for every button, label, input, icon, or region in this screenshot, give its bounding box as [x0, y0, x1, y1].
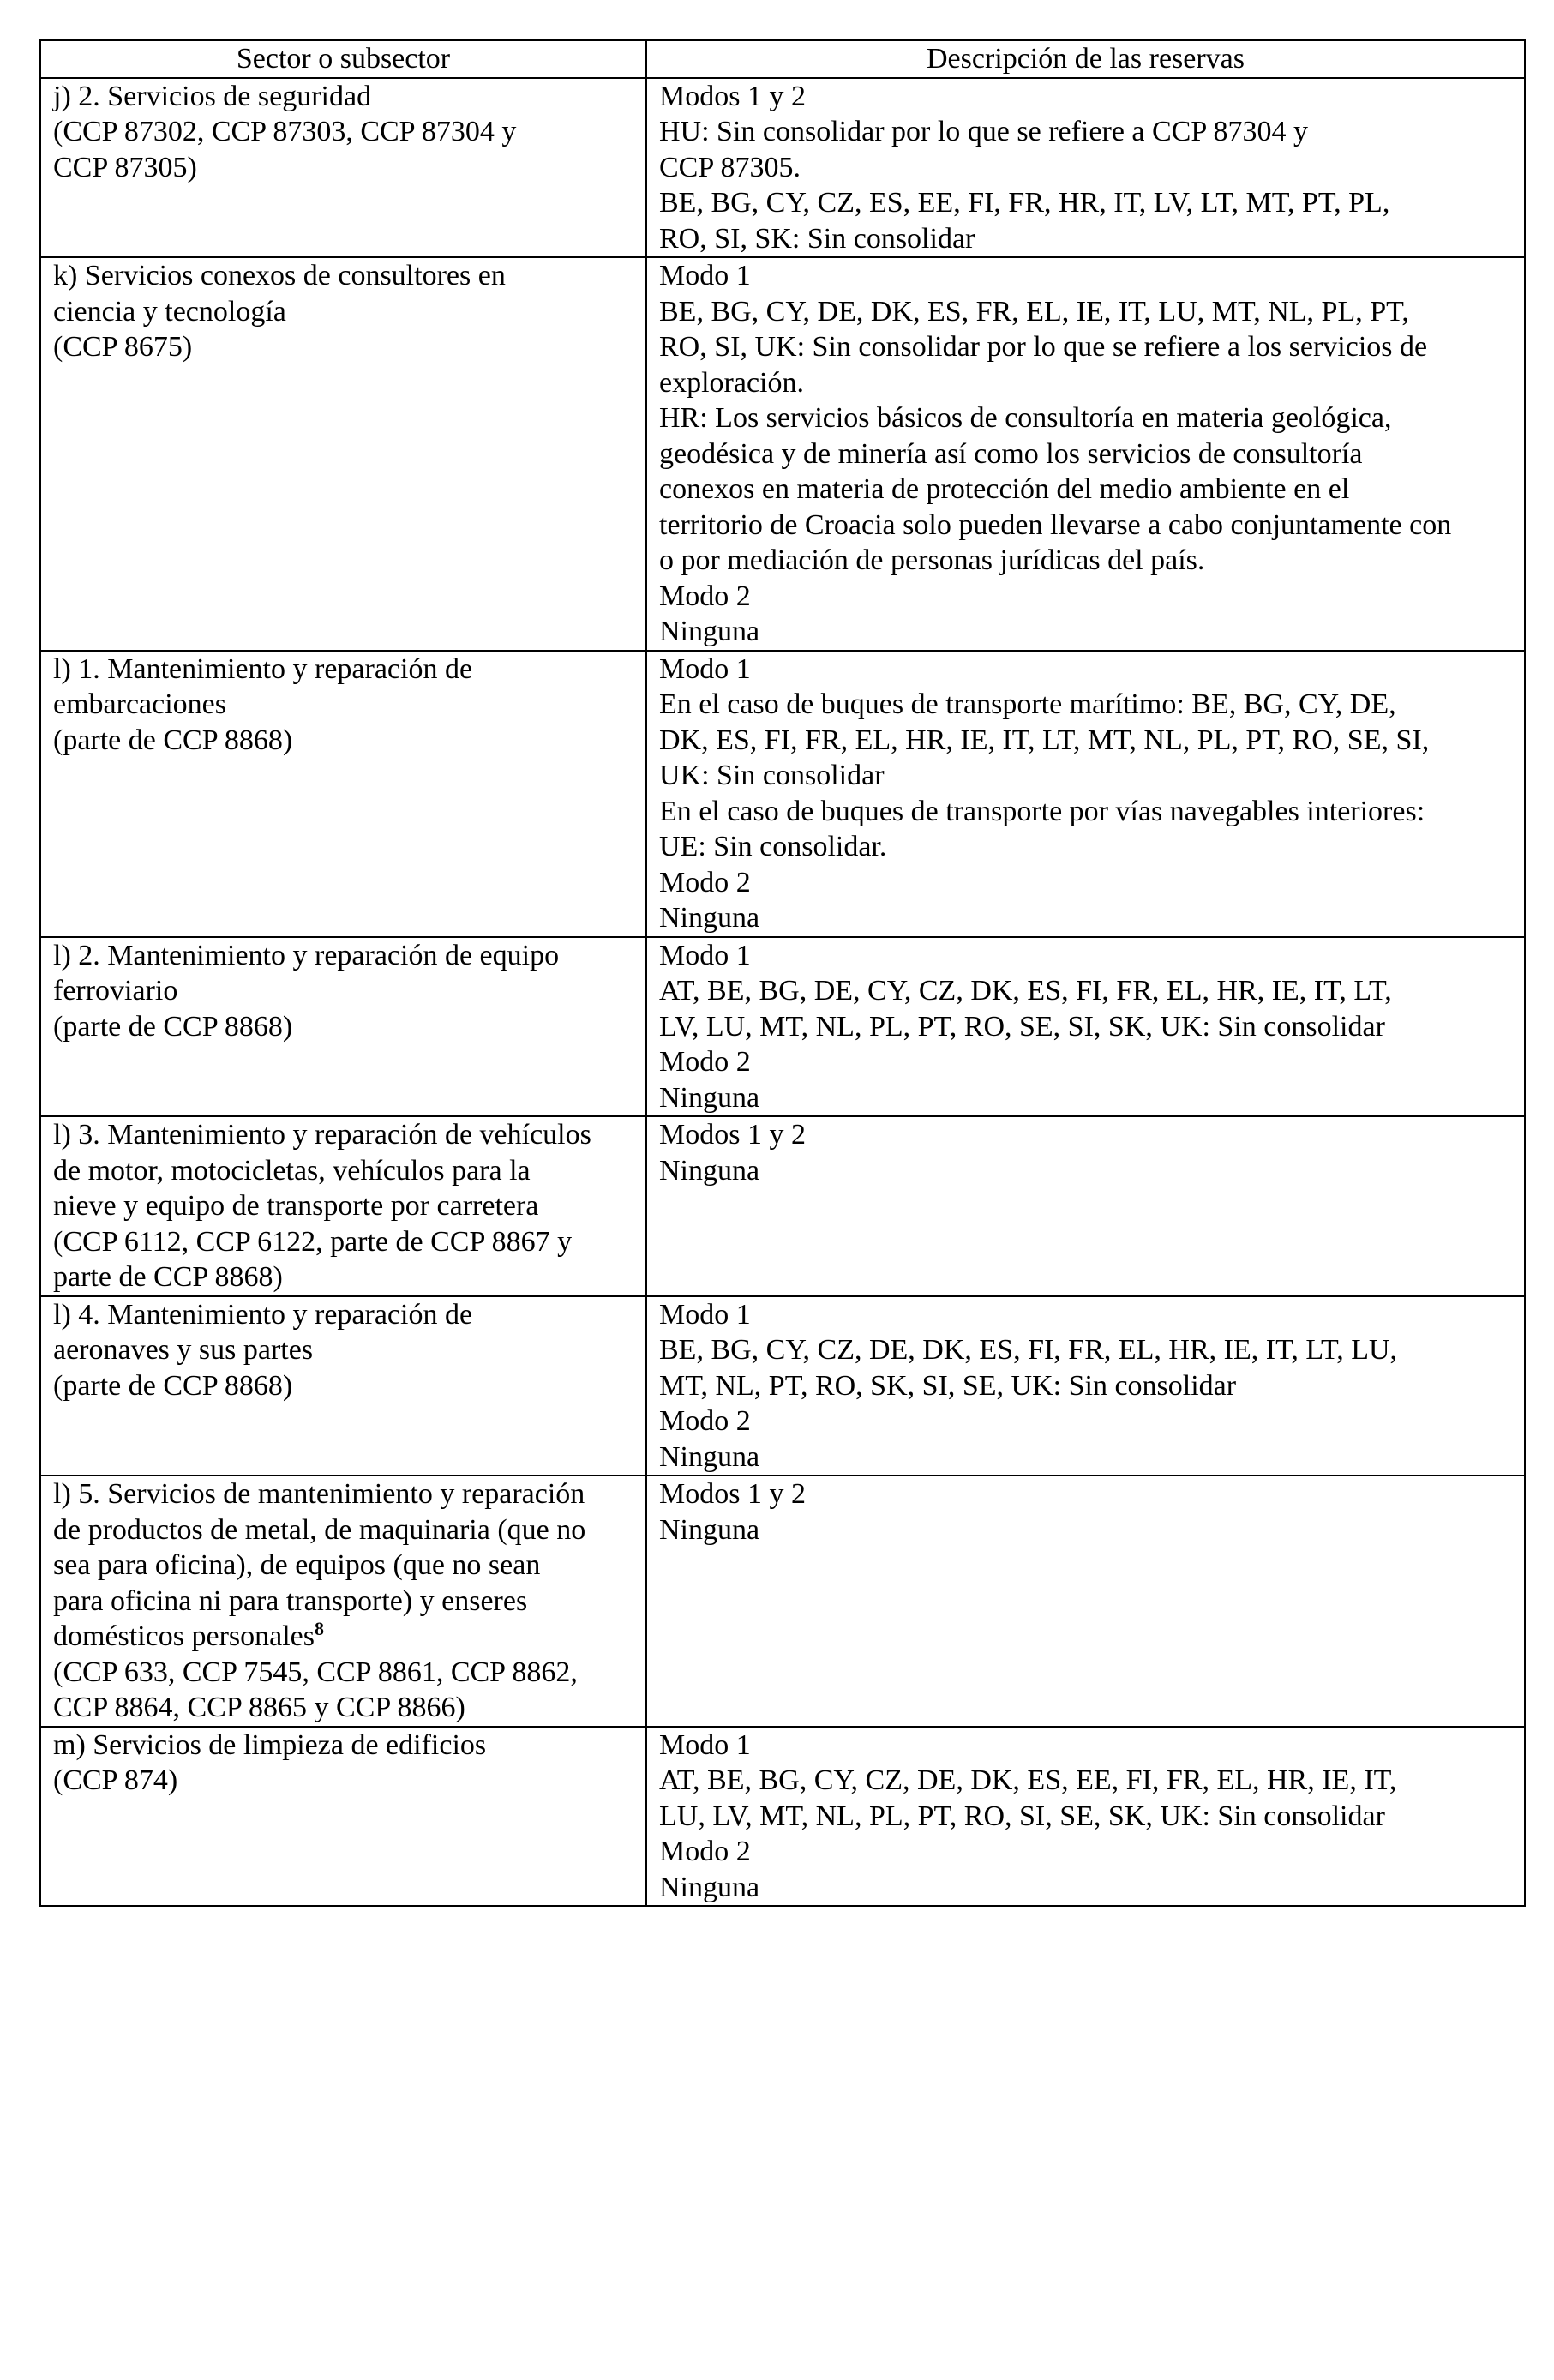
- description-line: Modo 2: [659, 1046, 751, 1078]
- table-row: [40, 257, 1525, 651]
- column-header-sector: Sector o subsector: [40, 40, 646, 78]
- reservations-table: [39, 39, 1526, 1907]
- sector-line: (CCP 633, CCP 7545, CCP 8861, CCP 8862,: [53, 1656, 578, 1688]
- description-line: En el caso de buques de transporte marítimo: BE, BG, CY, DE,: [659, 688, 1396, 720]
- document-page: [39, 39, 1524, 1907]
- sector-line: l) 2. Mantenimiento y reparación de equipo: [53, 939, 560, 971]
- sector-cell: [40, 1296, 646, 1476]
- sector-cell: [40, 1727, 646, 1907]
- description-line: geodésica y de minería así como los servicios de consultoría: [659, 437, 1363, 470]
- column-header-description: Descripción de las reservas: [646, 40, 1525, 78]
- table-row: [40, 78, 1525, 258]
- sector-line: CCP 87305): [53, 151, 197, 183]
- description-line: Modo 2: [659, 580, 751, 612]
- description-line: Modos 1 y 2: [659, 1119, 806, 1151]
- description-line: BE, BG, CY, CZ, DE, DK, ES, FI, FR, EL, HR, IE, IT, LT, LU,: [659, 1334, 1398, 1366]
- description-line: Modo 1: [659, 1298, 751, 1331]
- sector-line: CCP 8864, CCP 8865 y CCP 8866): [53, 1692, 465, 1723]
- description-cell: [646, 1296, 1525, 1476]
- table-row: [40, 1727, 1525, 1907]
- description-line: o por mediación de personas jurídicas del país.: [659, 544, 1205, 576]
- description-line: Modo 2: [659, 1836, 751, 1867]
- sector-line: parte de CCP 8868): [53, 1261, 283, 1293]
- sector-line: (CCP 6112, CCP 6122, parte de CCP 8867 y: [53, 1225, 573, 1258]
- sector-line-with-footnote: [53, 1619, 633, 1655]
- description-line: AT, BE, BG, CY, CZ, DE, DK, ES, EE, FI, FR, EL, HR, IE, IT,: [659, 1764, 1397, 1796]
- table-row: [40, 651, 1525, 937]
- sector-line: para oficina ni para transporte) y enseres: [53, 1584, 528, 1617]
- description-cell: [646, 78, 1525, 258]
- description-line: territorio de Croacia solo pueden llevarse a cabo conjuntamente con: [659, 508, 1452, 541]
- description-line: HR: Los servicios básicos de consultoría en materia geológica,: [659, 402, 1392, 434]
- description-line: Modo 2: [659, 866, 751, 899]
- sector-line: de productos de metal, de maquinaria (que no: [53, 1513, 586, 1546]
- description-line: Modo 1: [659, 939, 751, 971]
- sector-line: ciencia y tecnología: [53, 295, 286, 328]
- description-line: En el caso de buques de transporte por vías navegables interiores:: [659, 795, 1425, 827]
- description-line: BE, BG, CY, CZ, ES, EE, FI, FR, HR, IT, LV, LT, MT, PT, PL,: [659, 187, 1390, 219]
- description-line: Modo 2: [659, 1405, 751, 1437]
- sector-line: sea para oficina), de equipos (que no sean: [53, 1549, 541, 1581]
- sector-line: l) 5. Servicios de mantenimiento y reparación: [53, 1478, 585, 1510]
- description-line: Modo 1: [659, 260, 751, 291]
- footnote-marker[interactable]: 8: [315, 1618, 324, 1639]
- sector-line: (CCP 8675): [53, 331, 193, 363]
- description-line: DK, ES, FI, FR, EL, HR, IE, IT, LT, MT, NL, PL, PT, RO, SE, SI,: [659, 724, 1430, 756]
- description-line: RO, SI, SK: Sin consolidar: [659, 222, 975, 255]
- description-line: Modos 1 y 2: [659, 80, 806, 112]
- sector-line: l) 3. Mantenimiento y reparación de vehículos: [53, 1119, 591, 1151]
- table-row: [40, 937, 1525, 1117]
- description-cell: [646, 257, 1525, 651]
- description-line: Ninguna: [659, 1513, 760, 1546]
- description-line: UK: Sin consolidar: [659, 760, 885, 791]
- sector-line: (parte de CCP 8868): [53, 1010, 293, 1043]
- sector-line: m) Servicios de limpieza de edificios: [53, 1728, 487, 1761]
- sector-cell: [40, 1475, 646, 1727]
- description-line: Modo 1: [659, 1728, 751, 1761]
- description-line: exploración.: [659, 366, 804, 399]
- description-line: CCP 87305.: [659, 151, 801, 183]
- sector-cell: [40, 257, 646, 651]
- description-line: UE: Sin consolidar.: [659, 831, 887, 862]
- sector-line: domésticos personales: [53, 1620, 315, 1652]
- description-line: Ninguna: [659, 616, 760, 647]
- table-row: [40, 1116, 1525, 1296]
- sector-cell: [40, 937, 646, 1117]
- description-line: Ninguna: [659, 1081, 760, 1114]
- table-row: [40, 1296, 1525, 1476]
- sector-line: embarcaciones: [53, 688, 226, 720]
- description-cell: [646, 1116, 1525, 1296]
- table-row: [40, 1475, 1525, 1727]
- description-line: AT, BE, BG, DE, CY, CZ, DK, ES, FI, FR, EL, HR, IE, IT, LT,: [659, 975, 1392, 1007]
- sector-cell: [40, 1116, 646, 1296]
- sector-line: (CCP 87302, CCP 87303, CCP 87304 y: [53, 116, 517, 147]
- description-line: MT, NL, PT, RO, SK, SI, SE, UK: Sin consolidar: [659, 1369, 1237, 1402]
- sector-line: aeronaves y sus partes: [53, 1334, 314, 1366]
- description-line: Ninguna: [659, 1154, 760, 1187]
- description-line: RO, SI, UK: Sin consolidar por lo que se refiere a los servicios de: [659, 331, 1428, 363]
- sector-line: (parte de CCP 8868): [53, 1369, 293, 1402]
- sector-line: (parte de CCP 8868): [53, 724, 293, 756]
- description-line: BE, BG, CY, DE, DK, ES, FR, EL, IE, IT, LU, MT, NL, PL, PT,: [659, 295, 1409, 328]
- sector-line: nieve y equipo de transporte por carretera: [53, 1190, 539, 1222]
- description-line: Ninguna: [659, 1440, 760, 1473]
- description-line: LV, LU, MT, NL, PL, PT, RO, SE, SI, SK, UK: Sin consolidar: [659, 1010, 1385, 1043]
- sector-line: l) 4. Mantenimiento y reparación de: [53, 1298, 473, 1331]
- description-cell: [646, 1475, 1525, 1727]
- description-cell: [646, 1727, 1525, 1907]
- sector-line: de motor, motocicletas, vehículos para la: [53, 1154, 531, 1187]
- description-line: LU, LV, MT, NL, PL, PT, RO, SI, SE, SK, UK: Sin consolidar: [659, 1800, 1385, 1832]
- description-cell: [646, 937, 1525, 1117]
- sector-line: l) 1. Mantenimiento y reparación de: [53, 652, 473, 685]
- description-cell: [646, 651, 1525, 937]
- sector-cell: [40, 78, 646, 258]
- description-line: HU: Sin consolidar por lo que se refiere a CCP 87304 y: [659, 116, 1308, 147]
- sector-line: ferroviario: [53, 975, 178, 1007]
- sector-line: (CCP 874): [53, 1764, 178, 1796]
- description-line: Ninguna: [659, 1871, 760, 1903]
- description-line: conexos en materia de protección del medio ambiente en el: [659, 473, 1350, 505]
- description-line: Modos 1 y 2: [659, 1478, 806, 1510]
- sector-line: k) Servicios conexos de consultores en: [53, 260, 506, 291]
- table-header-row: [40, 40, 1525, 78]
- sector-line: j) 2. Servicios de seguridad: [53, 80, 372, 112]
- description-line: Modo 1: [659, 652, 751, 685]
- description-line: Ninguna: [659, 902, 760, 934]
- sector-cell: [40, 651, 646, 937]
